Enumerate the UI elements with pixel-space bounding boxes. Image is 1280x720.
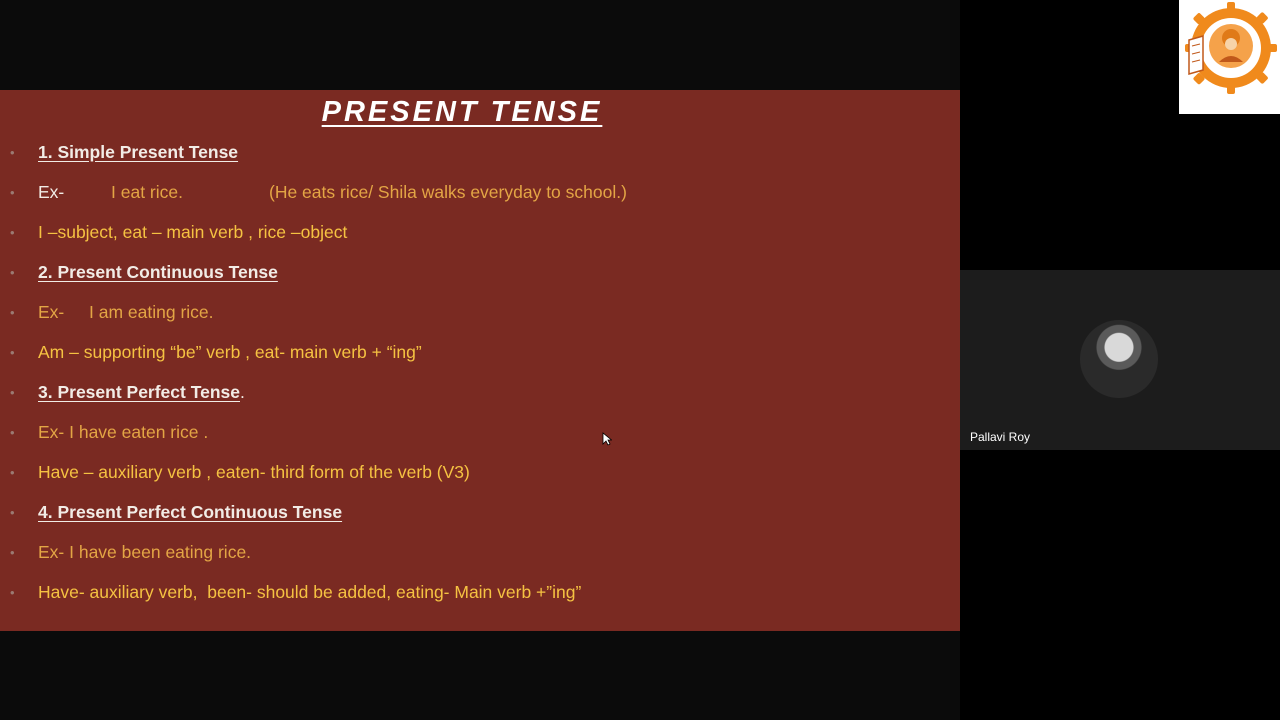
example-sentence: Ex- I have eaten rice . <box>38 421 209 442</box>
institution-logo <box>1179 0 1280 114</box>
slide-line <box>0 220 940 244</box>
slide-title: PRESENT TENSE <box>321 96 603 128</box>
presentation-slide <box>0 90 960 631</box>
explanation-text: I –subject, eat – main verb , rice –object <box>38 221 348 242</box>
logo-icon <box>1179 0 1280 114</box>
explanation-text: Am – supporting “be” verb , eat- main verb + “ing” <box>38 341 422 362</box>
example-prefix: Ex- <box>38 181 65 202</box>
bullet-icon: • <box>10 384 15 400</box>
example-sentence: I eat rice. <box>111 181 183 202</box>
slide-line <box>0 340 940 364</box>
slide-line <box>0 300 940 324</box>
bullet-icon: • <box>10 424 15 440</box>
slide-line <box>0 140 940 164</box>
example-sentence: I am eating rice. <box>89 301 214 322</box>
bullet-icon: • <box>10 224 15 240</box>
explanation-text: Have – auxiliary verb , eaten- third form of the verb (V3) <box>38 461 470 482</box>
participants-panel <box>960 0 1280 720</box>
section-heading: 3. Present Perfect Tense <box>38 381 240 402</box>
participant-video-tile[interactable] <box>960 270 1280 450</box>
bullet-icon: • <box>10 264 15 280</box>
slide-line <box>0 580 940 604</box>
bullet-icon: • <box>10 344 15 360</box>
slide-line <box>0 460 940 484</box>
example-note: (He eats rice/ Shila walks everyday to school.) <box>269 181 627 202</box>
bullet-icon: • <box>10 184 15 200</box>
avatar <box>1080 320 1158 398</box>
slide-line <box>0 380 940 404</box>
slide-line <box>0 260 940 284</box>
heading-suffix: . <box>240 381 245 402</box>
section-heading: 4. Present Perfect Continuous Tense <box>38 501 343 522</box>
slide-line <box>0 500 940 524</box>
bullet-icon: • <box>10 584 15 600</box>
example-sentence: Ex- I have been eating rice. <box>38 541 252 562</box>
participant-name: Pallavi Roy <box>970 430 1031 444</box>
bullet-icon: • <box>10 464 15 480</box>
section-heading: 1. Simple Present Tense <box>38 141 239 162</box>
slide-line <box>0 180 940 204</box>
bullet-icon: • <box>10 304 15 320</box>
explanation-text: Have- auxiliary verb, been- should be added, eating- Main verb +”ing” <box>38 581 582 602</box>
example-prefix: Ex- <box>38 301 65 322</box>
bullet-icon: • <box>10 144 15 160</box>
section-heading: 2. Present Continuous Tense <box>38 261 278 282</box>
slide-line <box>0 540 940 564</box>
bullet-icon: • <box>10 504 15 520</box>
slide-line <box>0 420 940 444</box>
mouse-cursor-icon <box>602 432 612 446</box>
section-heading-wrap <box>38 382 245 403</box>
bullet-icon: • <box>10 544 15 560</box>
